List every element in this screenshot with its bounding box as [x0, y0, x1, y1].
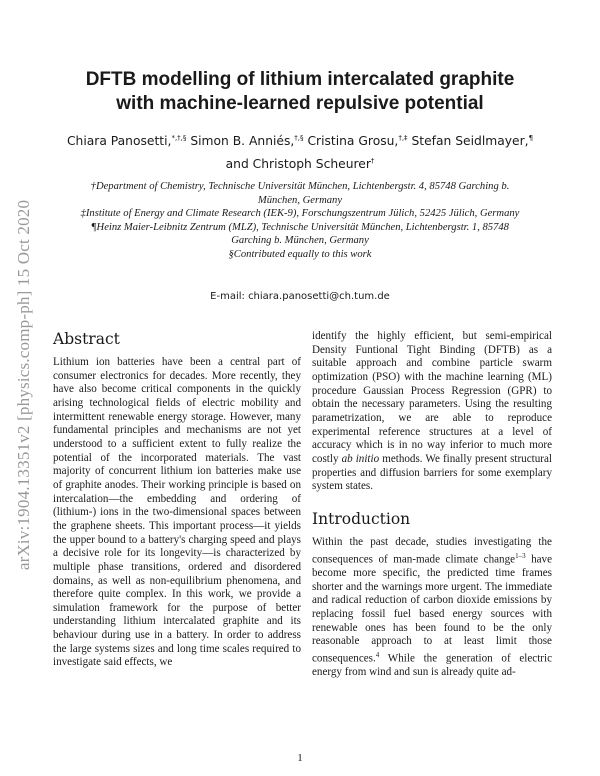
- author-seidlmayer-marks: ¶: [528, 134, 534, 142]
- author-grosu: Cristina Grosu,: [303, 134, 399, 148]
- abstract-text: Lithium ion batteries have been a central part of consumer electronics for decades. More recently, they have also become critical components in the quickly arising technological fields of electric mobility and intermittent renewable energy storage. However, many fundamental principles and mechanisms are not yet understood to a sufficient extent to fully realize the potential of the incorporated materials. The vast majority of concurrent lithium ion batteries make use of graphite anodes. Their working principle is based on intercalation—the embedding and ordering of (lithium-) ions in the two-dimensional spaces between the graphene sheets. This important process—it yields the upper bound to a battery's charging speed and plays a decisive role for its longevity—is characterized by multiple phase transitions, ordered and disordered domains, as well as non-equilibrium phenomena, and therefore quite complex. In this work, we provide a simulation framework for the purpose of better understanding lithium intercalated graphite and its behaviour during use in a battery. In order to address the large systems sizes and long time scales required to investigate said effects, we: [53, 356, 301, 669]
- affiliation-equal-contribution: §Contributed equally to this work: [228, 248, 372, 260]
- author-scheurer-marks: †: [370, 157, 375, 165]
- intro-text-c: While the generation of electric energy from wind and sun is already quite ad-: [312, 652, 552, 679]
- title-line-1: DFTB modelling of lithium intercalated graphite: [85, 69, 515, 90]
- abstract-heading: Abstract: [53, 330, 120, 348]
- arxiv-identifier: arXiv:1904.13351v2 [physics.comp-ph] 15 Oct 2020: [14, 199, 33, 571]
- affiliation-iek9: ‡Institute of Energy and Climate Research (IEK-9), Forschungszentrum Jülich, 52425 Jülich, Germany: [80, 208, 520, 220]
- arxiv-side-stamp: [10, 170, 38, 600]
- author-panosetti: Chiara Panosetti,: [66, 134, 172, 148]
- abstract-cont-text-b: methods. We finally present structural properties and diffusion barriers for some exemplary system states.: [312, 452, 552, 493]
- author-list: [40, 128, 560, 174]
- title-line-2: with machine-learned repulsive potential: [116, 93, 484, 114]
- affiliation-tum-chemistry: †Department of Chemistry, Technische Universität München, Lichtenbergstr. 4, 85748 Garching b. München, Germany: [90, 181, 510, 206]
- affiliation-mlz: ¶Heinz Maier-Leibnitz Zentrum (MLZ), Technische Universität München, Lichtenbergstr. 1, 85748 Garching b. München, Germany: [91, 221, 509, 247]
- page-number: 1: [297, 752, 303, 764]
- intro-citation-1[interactable]: 1–3: [515, 551, 526, 560]
- author-line-1: [40, 128, 560, 151]
- introduction-text: [312, 536, 552, 680]
- contact-email: [40, 291, 560, 302]
- author-line-2: [40, 151, 560, 174]
- author-grosu-marks: †,‡: [398, 134, 408, 142]
- left-column: [53, 330, 301, 670]
- right-column: [312, 330, 552, 680]
- author-annies: Simon B. Anniés,: [186, 134, 295, 148]
- author-scheurer: and Christoph Scheurer: [225, 157, 371, 171]
- author-seidlmayer: Stefan Seidlmayer,: [407, 134, 529, 148]
- email-label: E-mail:: [210, 291, 249, 302]
- abstract-cont-text-a: identify the highly efficient, but semi-empirical Density Funtional Tight Binding (DFTB) as a suitable approach and combine particle swarm optimization (PSO) with the machine learning (ML) procedure Gaussian Process Regression (GPR) to obtain the necessary parameters. Using the resulting parametrization, we are able to reproduce experimental reference structures at a level of accuracy which is in no way inferior to much more costly: [312, 330, 552, 465]
- intro-text-b: have become more specific, the predicted time frames shorter and the warnings more urgent. The immediate and radical reduction of carbon dioxide emissions by replacing fossil fuel based energy sources with renewable ones has been found to be the only reasonable approach to at least limit those consequences.: [312, 553, 553, 665]
- paper-title: [40, 68, 560, 116]
- abstract-continuation: [312, 330, 552, 494]
- author-annies-marks: †,§: [294, 134, 304, 142]
- abstract-cont-italic: ab initio: [341, 452, 380, 465]
- intro-citation-2[interactable]: 4: [375, 650, 380, 659]
- intro-text-a: Within the past decade, studies investigating the consequences of man-made climate change: [312, 535, 552, 566]
- introduction-heading: Introduction: [312, 509, 411, 528]
- author-panosetti-marks: *,†,§: [171, 134, 187, 142]
- email-address[interactable]: chiara.panosetti@ch.tum.de: [248, 291, 390, 302]
- affiliations: [70, 180, 530, 262]
